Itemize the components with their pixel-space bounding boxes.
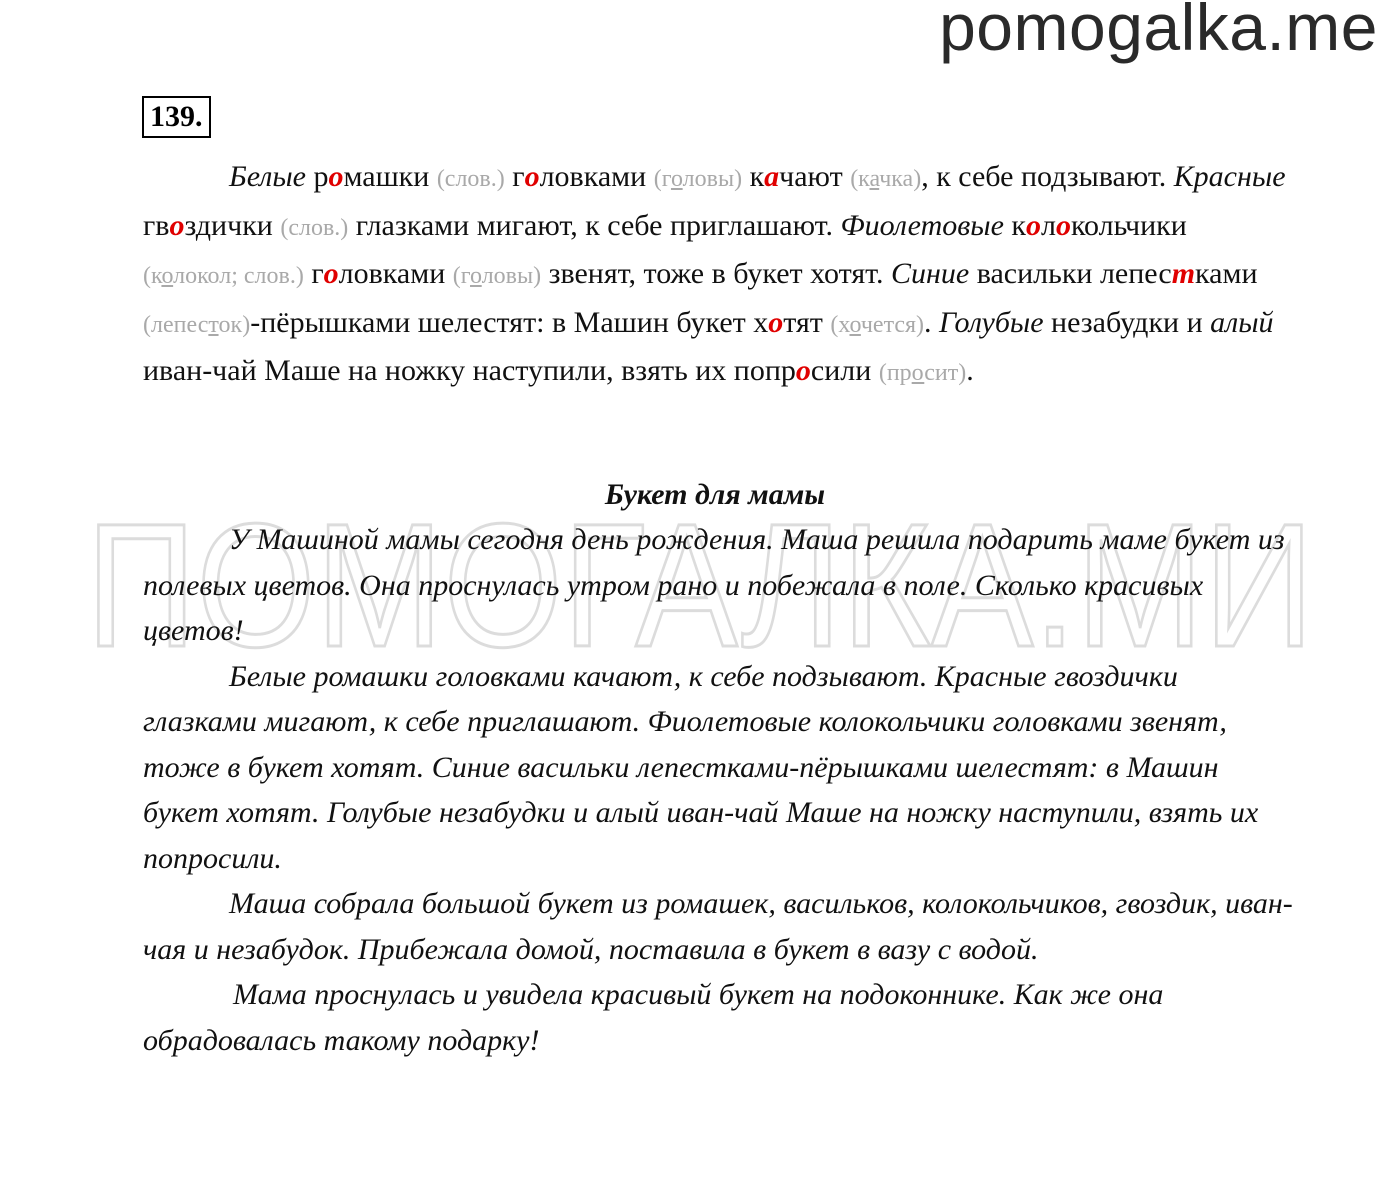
story-paragraph: Мама проснулась и увидела красивый букет на подоконнике. Как же она обрадовалась такому подарку!: [143, 978, 1164, 1057]
story-text: [143, 517, 1293, 1063]
story-title: Букет для мамы: [604, 478, 826, 511]
story-paragraph: Маша собрала большой букет из ромашек, васильков, колокольчиков, гвоздик, иван-чая и незабудок. Прибежала домой, поставила в букет в вазу с водой.: [143, 887, 1293, 966]
watermark-text: ПОМОГАЛКА.МИ: [86, 506, 1314, 656]
story-paragraph: Белые ромашки головками качают, к себе подзывают. Красные гвоздички глазками мигают, к себе приглашают. Фиолетовые колокольчики головками звенят, тоже в букет хотят. Синие васильки лепестками-пёрышками шелестят: в Машин букет хотят. Голубые незабудки и алый иван-чай Маше на ножку наступили, взять их попросили.: [143, 659, 1259, 875]
exercise-text: Белые ромашки (слов.) головками (головы) качают (качка), к себе подзывают. Красные гвоздички (слов.) глазками мигают, к себе приглашают. Фиолетовые колокольчики (колокол; слов.) головками (головы) звенят, тоже в букет хотят. Синие васильки лепестками (лепесток)-пёрышками шелестят: в Машин букет хотят (хочется). Голубые незабудки и алый иван-чай Маше на ножку наступили, взять их попросили (просит).: [143, 160, 1286, 387]
site-logo: pomogalka.me: [939, 0, 1378, 64]
task-number: 139.: [142, 96, 211, 138]
story-paragraph: У Машиной мамы сегодня день рождения. Маша решила подарить маме букет из полевых цветов. Она проснулась утром рано и побежала в поле. Сколько красивых цветов!: [143, 523, 1285, 647]
